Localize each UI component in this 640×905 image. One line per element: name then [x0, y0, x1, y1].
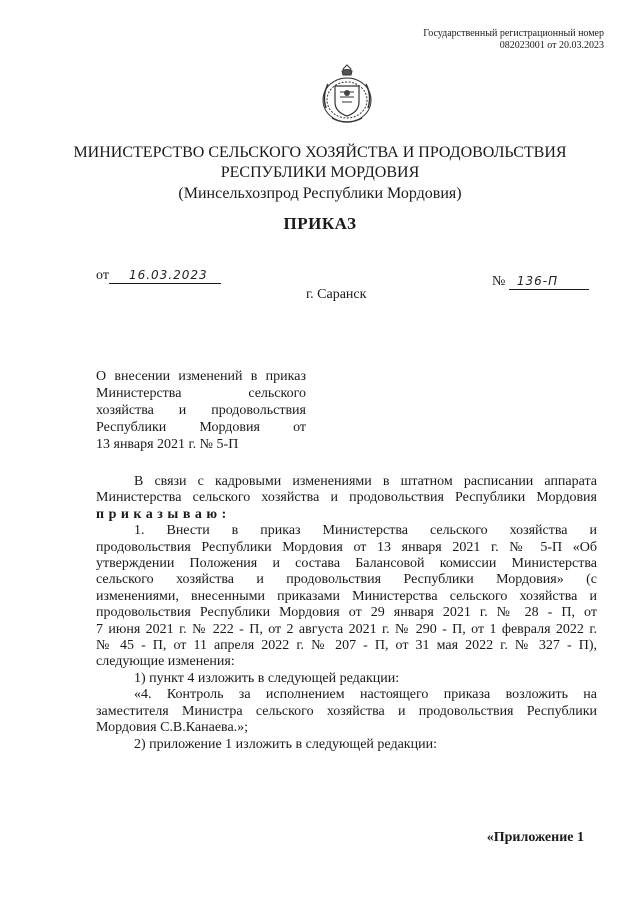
paragraph-line: 1. Внести в приказ Министерства сельского хозяйства и: [134, 523, 597, 539]
paragraph-line: № 45 - П, от 11 апреля 2022 г. № 207 - П, от 31 мая 2022 г. № 327 - П),: [96, 638, 597, 654]
document-type: ПРИКАЗ: [283, 214, 357, 233]
number-field: [492, 274, 589, 290]
number-value: 136-П: [516, 274, 559, 288]
city: г. Саранск: [306, 287, 367, 302]
subject-block: [96, 368, 306, 453]
item-2: 2) приложение 1 изложить в следующей редакции:: [134, 736, 437, 752]
paragraph-line: сельского хозяйства и продовольствия Республики Мордовия» (с: [96, 572, 597, 588]
ministry-name-line-1: МИНИСТЕРСТВО СЕЛЬСКОГО ХОЗЯЙСТВА И ПРОДОВОЛЬСТВИЯ: [73, 144, 567, 161]
intro-line-2: Министерства сельского хозяйства и продовольствия Республики Мордовия: [96, 490, 597, 506]
subject-line: О внесении изменений в приказ: [96, 369, 306, 384]
subject-line: хозяйства и продовольствия: [96, 403, 306, 418]
paragraph-line: продовольствия Республики Мордовия от 29 января 2021 г. № 28 - П, от: [96, 605, 597, 621]
quote-line: «4. Контроль за исполнением настоящего приказа возложить на: [134, 687, 597, 703]
date-underline: [109, 268, 221, 284]
registration-line-2: 082023001 от 20.03.2023: [499, 40, 604, 51]
subject-line: 13 января 2021 г. № 5-П: [96, 437, 239, 452]
intro-line-1: В связи с кадровыми изменениями в штатном расписании аппарата: [134, 474, 597, 489]
item-1: 1) пункт 4 изложить в следующей редакции:: [134, 670, 400, 686]
subject-line: Министерства сельского: [96, 386, 306, 401]
paragraph-line: 7 июня 2021 г. № 222 - П, от 2 августа 2021 г. № 290 - П, от 1 февраля 2022 г.: [96, 621, 597, 637]
registration-line-1: Государственный регистрационный номер: [423, 28, 604, 39]
document-body: [96, 474, 597, 753]
quote-line: заместителя Министра сельского хозяйства и продовольствия Республики: [96, 703, 597, 719]
quote-line: Мордовия С.В.Канаева.»;: [96, 720, 249, 736]
paragraph-line: утверждении Положения и состава Балансовой комиссии Министерства: [96, 556, 597, 572]
date-field: [96, 268, 221, 284]
paragraph-line: продовольствия Республики Мордовия от 13 января 2021 г. № 5-П «Об: [96, 539, 597, 555]
appendix-heading: «Приложение 1: [486, 830, 584, 845]
registration-number: [423, 28, 604, 52]
ministry-name-line-2: РЕСПУБЛИКИ МОРДОВИЯ: [220, 164, 420, 181]
number-prefix: №: [492, 274, 506, 289]
date-prefix: от: [96, 268, 109, 283]
coat-of-arms-icon: [318, 62, 376, 126]
ministry-short-name: (Минсельхозпрод Республики Мордовия): [178, 185, 462, 202]
order-word: приказываю:: [96, 506, 231, 522]
number-underline: [509, 274, 589, 290]
subject-line: Республики Мордовия от: [96, 420, 306, 435]
date-value: 16.03.2023: [128, 268, 208, 282]
paragraph-line: следующие изменения:: [96, 654, 235, 670]
paragraph-line: изменениями, внесенными приказами Министерства сельского хозяйства и: [96, 588, 597, 604]
